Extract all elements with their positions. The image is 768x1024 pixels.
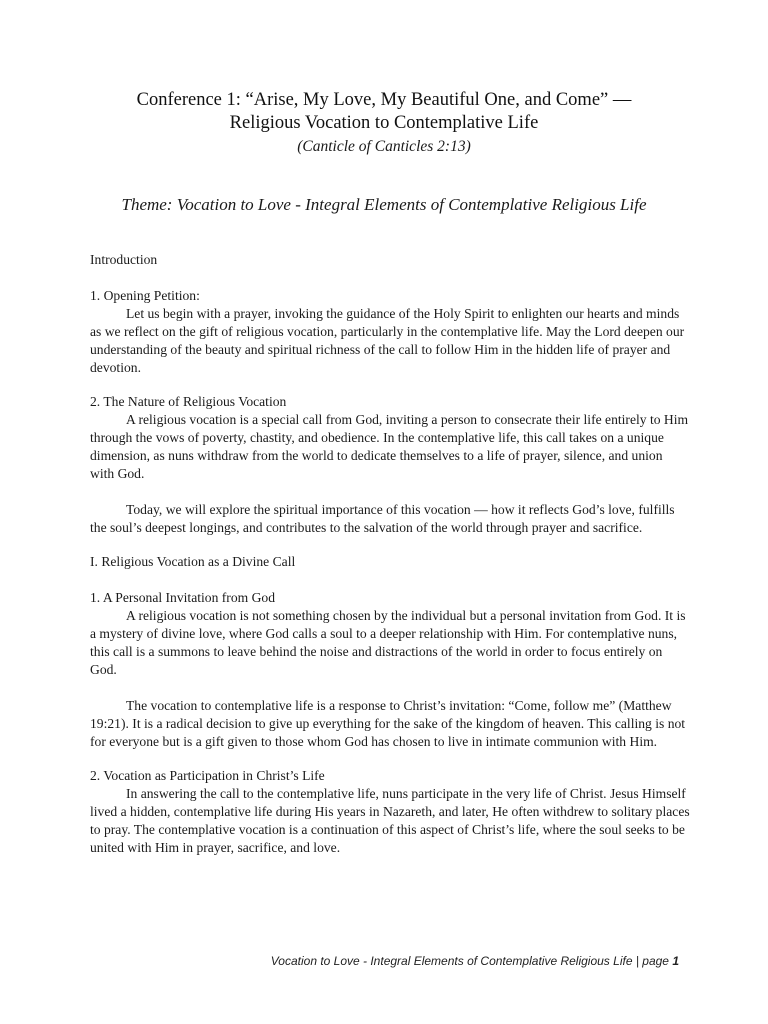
conference-title-line2: Religious Vocation to Contemplative Life: [229, 113, 539, 133]
personal-invitation-paragraph-1: A religious vocation is not something chosen by the individual but a personal invitation from God. It is a mystery of divine love, where God calls a soul to a deeper relationship with Him. For contemplative nuns, this call is a summons to leave behind the noise and distractions of the world in order to focus entirely on God.: [90, 608, 686, 677]
participation-paragraph: In answering the call to the contemplative life, nuns participate in the very life of Christ. Jesus Himself lived a hidden, contemplative life during His years in Nazareth, and later, He often withdrew to solitary places to pray. The contemplative vocation is a continuation of this aspect of Christ’s life, where the soul seeks to be united with Him in prayer, sacrifice, and love.: [90, 786, 690, 855]
scripture-reference: (Canticle of Canticles 2:13): [297, 138, 471, 155]
personal-invitation-heading: 1. A Personal Invitation from God: [90, 590, 276, 605]
nature-paragraph-2: Today, we will explore the spiritual importance of this vocation — how it reflects God’s love, fulfills the soul’s deepest longings, and contributes to the salvation of the world through prayer and sacrifice.: [90, 502, 675, 535]
footer-text: Vocation to Love - Integral Elements of Contemplative Religious Life | page: [270, 954, 673, 968]
nature-heading: 2. The Nature of Religious Vocation: [90, 394, 287, 409]
divine-call-heading: I. Religious Vocation as a Divine Call: [90, 554, 296, 569]
document-body: [90, 251, 690, 857]
conference-title-line1: Conference 1: “Arise, My Love, My Beautiful One, and Come” —: [136, 90, 632, 110]
participation-heading: 2. Vocation as Participation in Christ’s Life: [90, 768, 325, 783]
theme-line: Theme: Vocation to Love - Integral Elements of Contemplative Religious Life: [121, 195, 647, 214]
opening-petition-paragraph: Let us begin with a prayer, invoking the guidance of the Holy Spirit to enlighten our hearts and minds as we reflect on the gift of religious vocation, particularly in the contemplative life. May the Lord deepen our understanding of the beauty and spiritual richness of the call to follow Him in the hidden life of prayer and devotion.: [90, 306, 685, 375]
nature-paragraph-1: A religious vocation is a special call from God, inviting a person to consecrate their life entirely to Him through the vows of poverty, chastity, and obedience. In the contemplative life, this call takes on a unique dimension, as nuns withdraw from the world to dedicate themselves to a life of prayer, silence, and union with God.: [90, 412, 689, 481]
page-number: 1: [672, 954, 679, 968]
opening-petition-heading: 1. Opening Petition:: [90, 288, 200, 303]
personal-invitation-paragraph-2: The vocation to contemplative life is a response to Christ’s invitation: “Come, follow me” (Matthew 19:21). It is a radical decision to give up everything for the sake of the kingdom of heaven. This calling is not for everyone but is a gift given to those whom God has chosen to live in intimate communion with Him.: [90, 698, 686, 749]
page-footer: [271, 953, 679, 969]
introduction-heading: Introduction: [90, 252, 158, 267]
